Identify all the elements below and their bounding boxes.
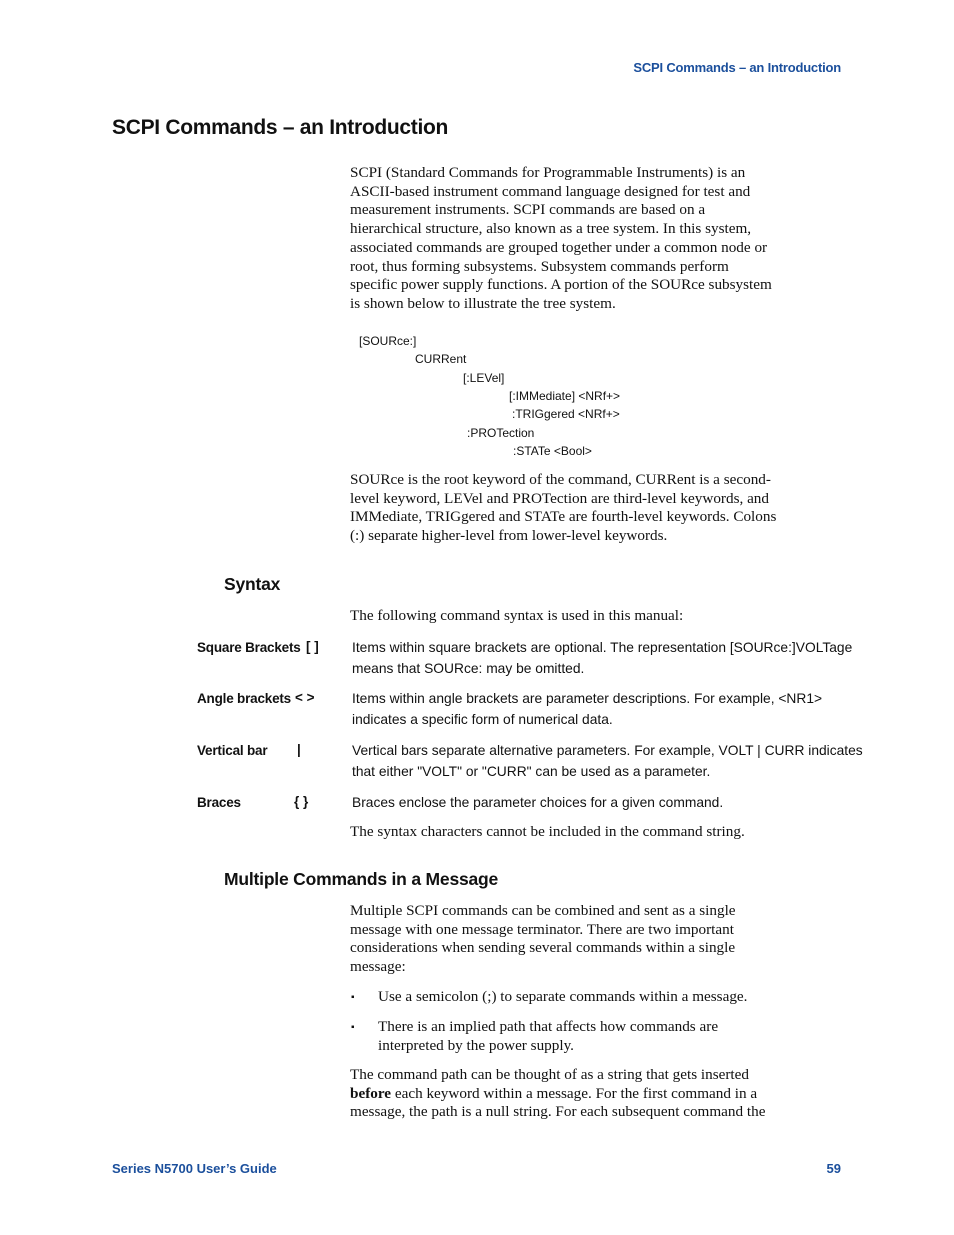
intro-line: root, thus forming subsystems. Subsystem commands perform: [350, 257, 729, 275]
term-square-brackets: Square Brackets: [197, 640, 301, 655]
intro-paragraph: [350, 164, 850, 314]
path-bold-word: before: [350, 1084, 392, 1102]
bullet-marker: ▪: [351, 992, 355, 1003]
tree-node-protection: :PROTection: [467, 426, 535, 440]
intro-line: associated commands are grouped together under a common node or: [350, 238, 768, 256]
definition-braces: [352, 793, 723, 814]
definition-angle-brackets: [352, 689, 822, 730]
path-line: The command path can be thought of as a string that gets inserted: [350, 1066, 749, 1083]
page-number: 59: [826, 1161, 841, 1176]
tree-node-level: [:LEVel]: [463, 371, 505, 385]
bullet-item-semicolon: [378, 988, 747, 1007]
definition-line: Items within angle brackets are parameter descriptions. For example, <NR1>: [352, 691, 823, 706]
bullet-line: interpreted by the power supply.: [378, 1036, 574, 1054]
syntax-note-text: The syntax characters cannot be included in the command string.: [350, 823, 745, 840]
tree-node-state: :STATe <Bool>: [513, 444, 592, 458]
intro-line: SCPI (Standard Commands for Programmable Instruments) is an: [350, 164, 746, 181]
multiple-intro-line: message with one message terminator. There are two important: [350, 920, 734, 938]
syntax-intro-text: The following command syntax is used in this manual:: [350, 607, 684, 624]
symbol-braces: { }: [294, 794, 309, 809]
explanation-line: level keyword, LEVel and PROTection are third-level keywords, and: [350, 489, 769, 507]
path-line: [350, 1085, 850, 1104]
bullet-line: There is an implied path that affects how commands are: [378, 1018, 719, 1035]
path-line: message, the path is a null string. For each subsequent command the: [350, 1103, 766, 1121]
syntax-note: [350, 823, 850, 842]
multiple-intro: [350, 902, 850, 977]
intro-line: is shown below to illustrate the tree system.: [350, 294, 616, 312]
running-header: SCPI Commands – an Introduction: [633, 60, 841, 75]
definition-line: means that SOURce: may be omitted.: [352, 660, 585, 676]
term-vertical-bar: Vertical bar: [197, 743, 268, 758]
syntax-intro: [350, 607, 850, 626]
symbol-vertical-bar: |: [297, 742, 301, 757]
multiple-commands-heading: Multiple Commands in a Message: [224, 869, 499, 889]
section-title: SCPI Commands – an Introduction: [112, 116, 449, 139]
tree-node-current: CURRent: [415, 352, 467, 366]
bullet-marker: ▪: [351, 1022, 355, 1033]
bullet-item-implied-path: [378, 1018, 718, 1055]
explanation-line: SOURce is the root keyword of the command, CURRent is a second-: [350, 471, 771, 488]
bullet-line: Use a semicolon (;) to separate commands within a message.: [378, 988, 748, 1005]
definition-line: that either "VOLT" or "CURR" can be used as a parameter.: [352, 763, 711, 779]
intro-line: ASCII-based instrument command language designed for test and: [350, 182, 751, 200]
tree-node-immediate: [:IMMediate] <NRf+>: [509, 389, 621, 403]
explanation-line: IMMediate, TRIGgered and STATe are fourth-level keywords. Colons: [350, 508, 777, 526]
definition-line: Items within square brackets are optional. The representation [SOURce:]VOLTage: [352, 640, 853, 655]
intro-line: measurement instruments. SCPI commands are based on a: [350, 201, 706, 219]
term-braces: Braces: [197, 795, 241, 810]
command-path-paragraph: [350, 1066, 850, 1122]
symbol-square-brackets: [ ]: [306, 639, 319, 654]
explanation-line: (:) separate higher-level from lower-level keywords.: [350, 527, 668, 545]
multiple-intro-line: Multiple SCPI commands can be combined and sent as a single: [350, 902, 736, 919]
intro-line: hierarchical structure, also known as a tree system. In this system,: [350, 220, 752, 238]
term-angle-brackets: Angle brackets: [197, 691, 291, 706]
tree-node-root: [SOURce:]: [359, 334, 417, 348]
footer-guide-title: Series N5700 User’s Guide: [112, 1161, 277, 1176]
definition-line: Braces enclose the parameter choices for a given command.: [352, 795, 724, 810]
definition-line: Vertical bars separate alternative parameters. For example, VOLT | CURR indicates: [352, 743, 863, 758]
multiple-intro-line: considerations when sending several commands within a single: [350, 939, 736, 957]
syntax-heading: Syntax: [224, 574, 281, 594]
path-line-rest: each keyword within a message. For the first command in a: [391, 1084, 758, 1102]
tree-node-triggered: :TRIGgered <NRf+>: [512, 407, 620, 421]
multiple-intro-line: message:: [350, 958, 406, 976]
definition-square-brackets: [352, 638, 852, 679]
definition-vertical-bar: [352, 741, 863, 782]
symbol-angle-brackets: < >: [295, 690, 315, 705]
tree-explanation: [350, 471, 850, 546]
definition-line: indicates a specific form of numerical data.: [352, 711, 613, 727]
intro-line: specific power supply functions. A portion of the SOURce subsystem: [350, 276, 772, 294]
